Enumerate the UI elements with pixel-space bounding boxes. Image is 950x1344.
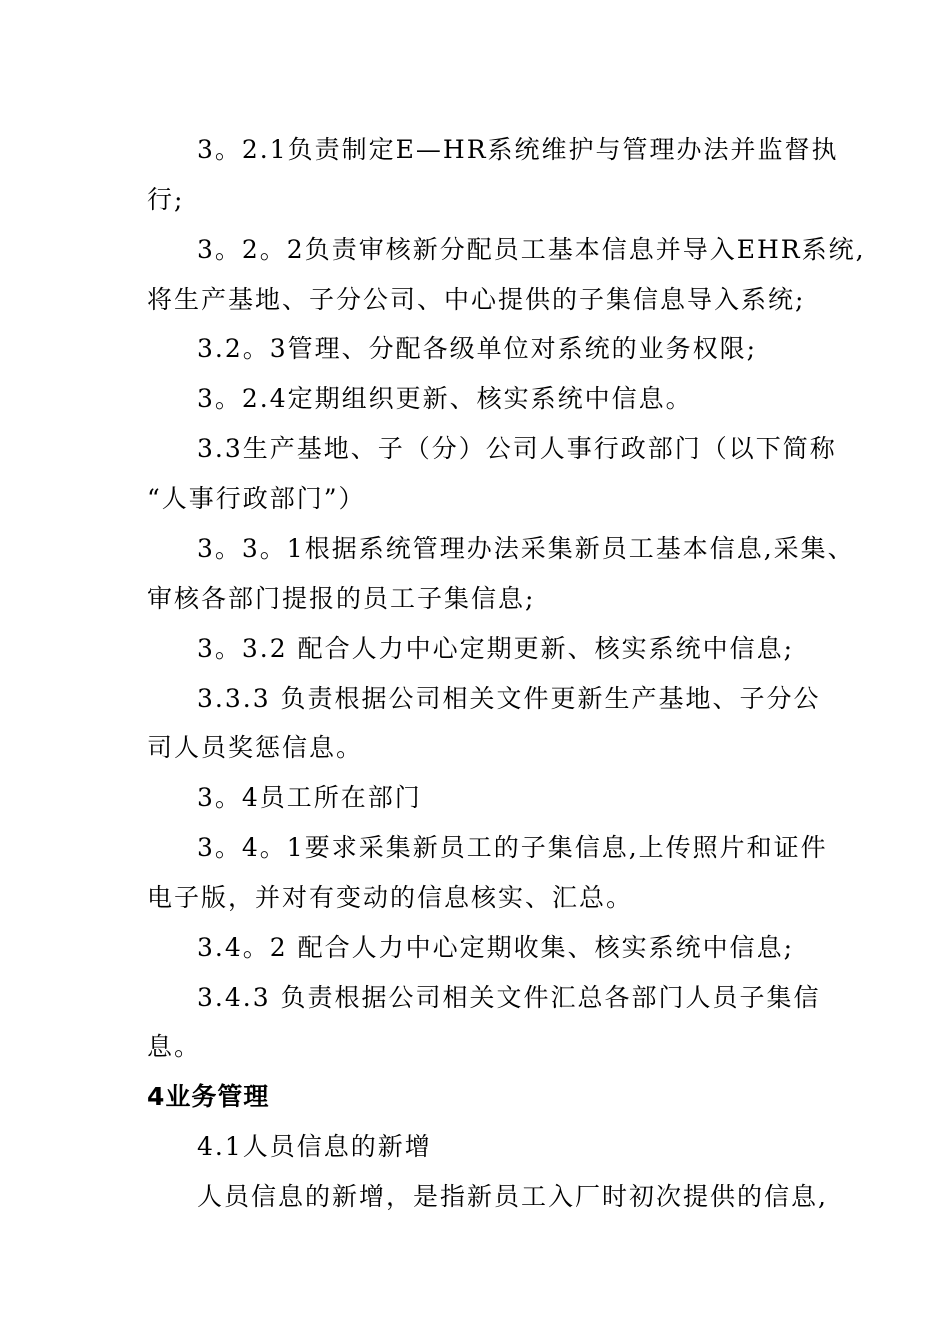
paragraph-line: 人员信息的新增，是指新员工入厂时初次提供的信息, — [197, 1182, 828, 1211]
paragraph-line: 3。2.4定期组织更新、核实系统中信息。 — [197, 384, 693, 413]
subsection-heading: 4.1人员信息的新增 — [197, 1132, 432, 1161]
paragraph-line: 3。4。1要求采集新员工的子集信息,上传照片和证件 — [197, 833, 828, 862]
paragraph-line: 3。2.1负责制定E—HR系统维护与管理办法并监督执 — [197, 135, 839, 164]
paragraph-line: 行; — [147, 185, 185, 214]
paragraph-line: 3.2。3管理、分配各级单位对系统的业务权限; — [197, 334, 758, 363]
paragraph-line: 司人员奖惩信息。 — [147, 733, 364, 762]
paragraph-line: 3.4。2 配合人力中心定期收集、核实系统中信息; — [197, 933, 795, 962]
paragraph-line: 审核各部门提报的员工子集信息; — [147, 584, 536, 613]
paragraph-line: 3.4.3 负责根据公司相关文件汇总各部门人员子集信 — [197, 983, 821, 1012]
paragraph-line: 3.3生产基地、子（分）公司人事行政部门（以下简称 — [197, 434, 837, 463]
section-heading: 4业务管理 — [147, 1082, 270, 1111]
paragraph-line: 电子版，并对有变动的信息核实、汇总。 — [147, 883, 634, 912]
paragraph-line: 3.3.3 负责根据公司相关文件更新生产基地、子分公 — [197, 684, 821, 713]
paragraph-line: 将生产基地、子分公司、中心提供的子集信息导入系统; — [147, 285, 806, 314]
paragraph-line: 3。3.2 配合人力中心定期更新、核实系统中信息; — [197, 634, 795, 663]
paragraph-line: “人事行政部门”） — [147, 484, 366, 513]
paragraph-line: 3。4员工所在部门 — [197, 783, 422, 812]
paragraph-line: 3。3。1根据系统管理办法采集新员工基本信息,采集、 — [197, 534, 855, 563]
paragraph-line: 息。 — [147, 1032, 202, 1061]
paragraph-line: 3。2。2负责审核新分配员工基本信息并导入EHR系统, — [197, 235, 866, 264]
